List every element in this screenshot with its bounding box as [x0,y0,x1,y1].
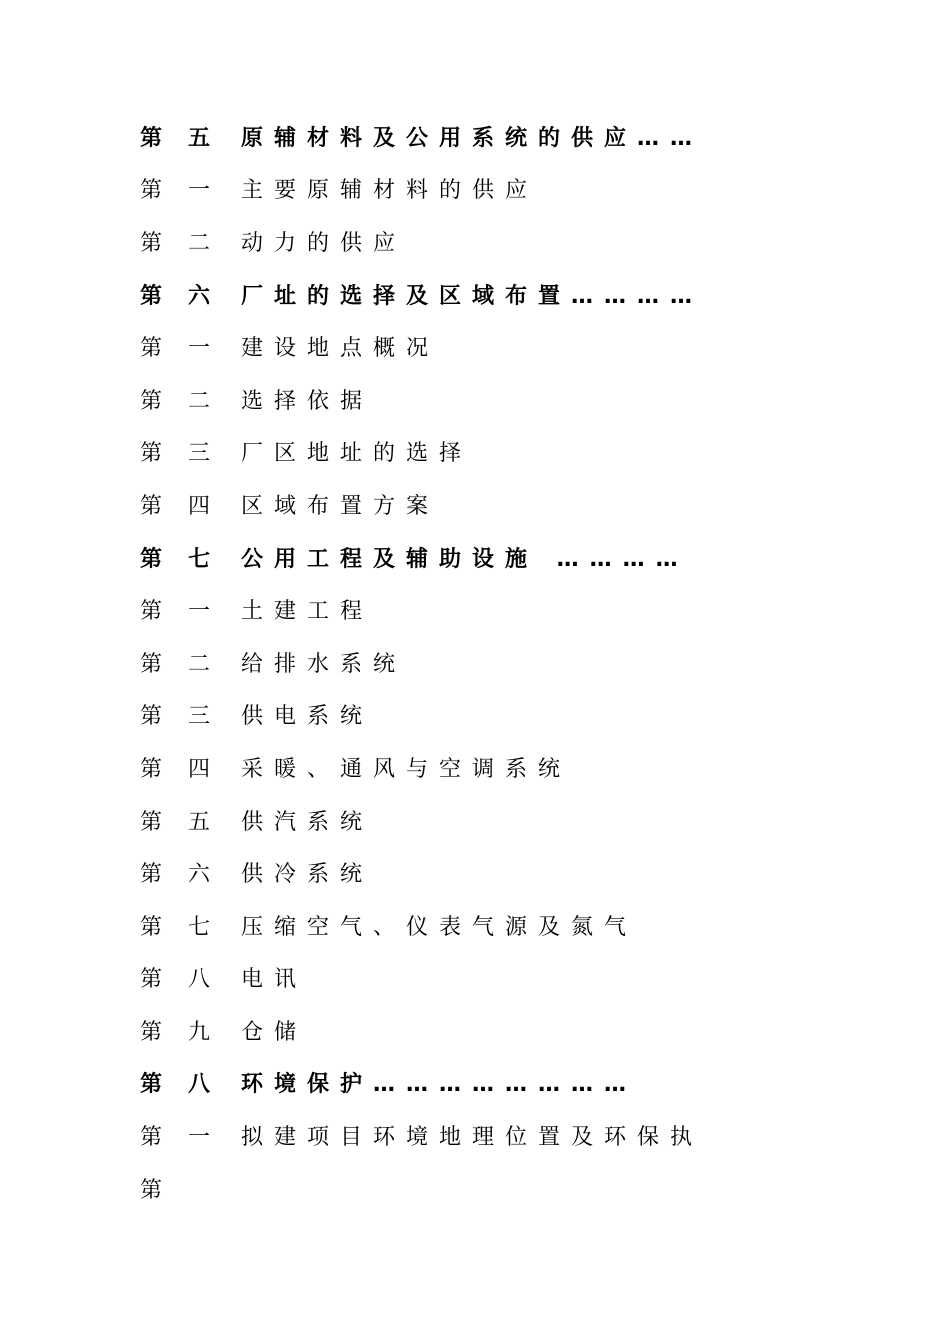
toc-title: 供汽系统 [241,809,374,835]
toc-number: 五 [188,809,211,835]
toc-section [140,320,720,373]
toc-number: 三 [188,704,211,730]
toc-prefix: 第 [140,967,163,993]
toc-prefix: 第 [140,809,163,835]
toc-number: 六 [188,862,211,888]
toc-prefix: 第 [140,1072,163,1098]
toc-prefix: 第 [140,336,163,362]
toc-number: 七 [188,914,211,940]
toc-number: 八 [188,967,211,993]
toc-number: 二 [188,651,211,677]
toc-title: 仓储 [241,1019,308,1045]
toc-prefix: 第 [140,493,163,519]
toc-section [140,1109,720,1162]
toc-chapter [140,531,720,584]
toc-number: 一 [188,599,211,625]
toc-chapter [140,110,720,163]
toc-title: 供冷系统 [241,862,374,888]
toc-section [140,636,720,689]
toc-title: 选择依据 [241,388,374,414]
toc-title: 电讯 [241,967,308,993]
toc-section [140,1004,720,1057]
toc-number: 一 [188,1125,211,1151]
toc-title: 采暖、通风与空调系统 [241,756,572,782]
toc-prefix: 第 [140,862,163,888]
toc-chapter [140,268,720,321]
toc-prefix: 第 [140,125,163,151]
toc-title: 供电系统 [241,704,374,730]
toc-number: 四 [188,493,211,519]
toc-prefix: 第 [140,704,163,730]
toc-prefix: 第 [140,388,163,414]
toc-title: 厂区地址的选择 [241,441,473,467]
toc-title: 区域布置方案 [241,493,440,519]
toc-prefix: 第 [140,441,163,467]
toc-prefix: 第 [140,283,163,309]
toc-section [140,478,720,531]
toc-prefix: 第 [140,651,163,677]
toc-title: 主要原辅材料的供应 [241,178,539,204]
toc-prefix: 第 [140,599,163,625]
toc-prefix: 第 [140,1177,163,1203]
toc-number: 九 [188,1019,211,1045]
toc-number: 五 [188,125,211,151]
toc-title: 建设地点概况 [241,336,440,362]
toc-prefix: 第 [140,1019,163,1045]
toc-prefix: 第 [140,914,163,940]
toc-number: 一 [188,336,211,362]
toc-section [140,583,720,636]
toc-section [140,373,720,426]
toc-prefix: 第 [140,230,163,256]
toc-number: 一 [188,178,211,204]
toc-section [140,215,720,268]
toc-section [140,846,720,899]
toc-title: 给排水系统 [241,651,407,677]
toc-section [140,952,720,1005]
toc-number: 二 [188,388,211,414]
toc-prefix: 第 [140,756,163,782]
toc-number: 三 [188,441,211,467]
toc-number: 六 [188,283,211,309]
toc-title: 公用工程及辅助设施 ………… [241,546,689,572]
toc-section [140,689,720,742]
toc-prefix: 第 [140,546,163,572]
table-of-contents [140,110,720,1203]
toc-prefix: 第 [140,1125,163,1151]
toc-section [140,163,720,216]
toc-section-cut-off [140,1162,720,1215]
toc-number: 二 [188,230,211,256]
toc-title: 原辅材料及公用系统的供应…… [241,125,704,151]
toc-title: 环境保护…………………… [241,1072,638,1098]
toc-section [140,794,720,847]
toc-chapter [140,1057,720,1110]
toc-title: 土建工程 [241,599,374,625]
toc-number: 七 [188,546,211,572]
toc-title: 压缩空气、仪表气源及氮气 [241,914,638,940]
toc-title: 厂址的选择及区域布置………… [241,283,704,309]
toc-number: 八 [188,1072,211,1098]
toc-section [140,426,720,479]
toc-title: 拟建项目环境地理位置及环保执 [241,1125,704,1151]
toc-number: 四 [188,756,211,782]
toc-section [140,741,720,794]
toc-prefix: 第 [140,178,163,204]
toc-title: 动力的供应 [241,230,407,256]
toc-section [140,899,720,952]
